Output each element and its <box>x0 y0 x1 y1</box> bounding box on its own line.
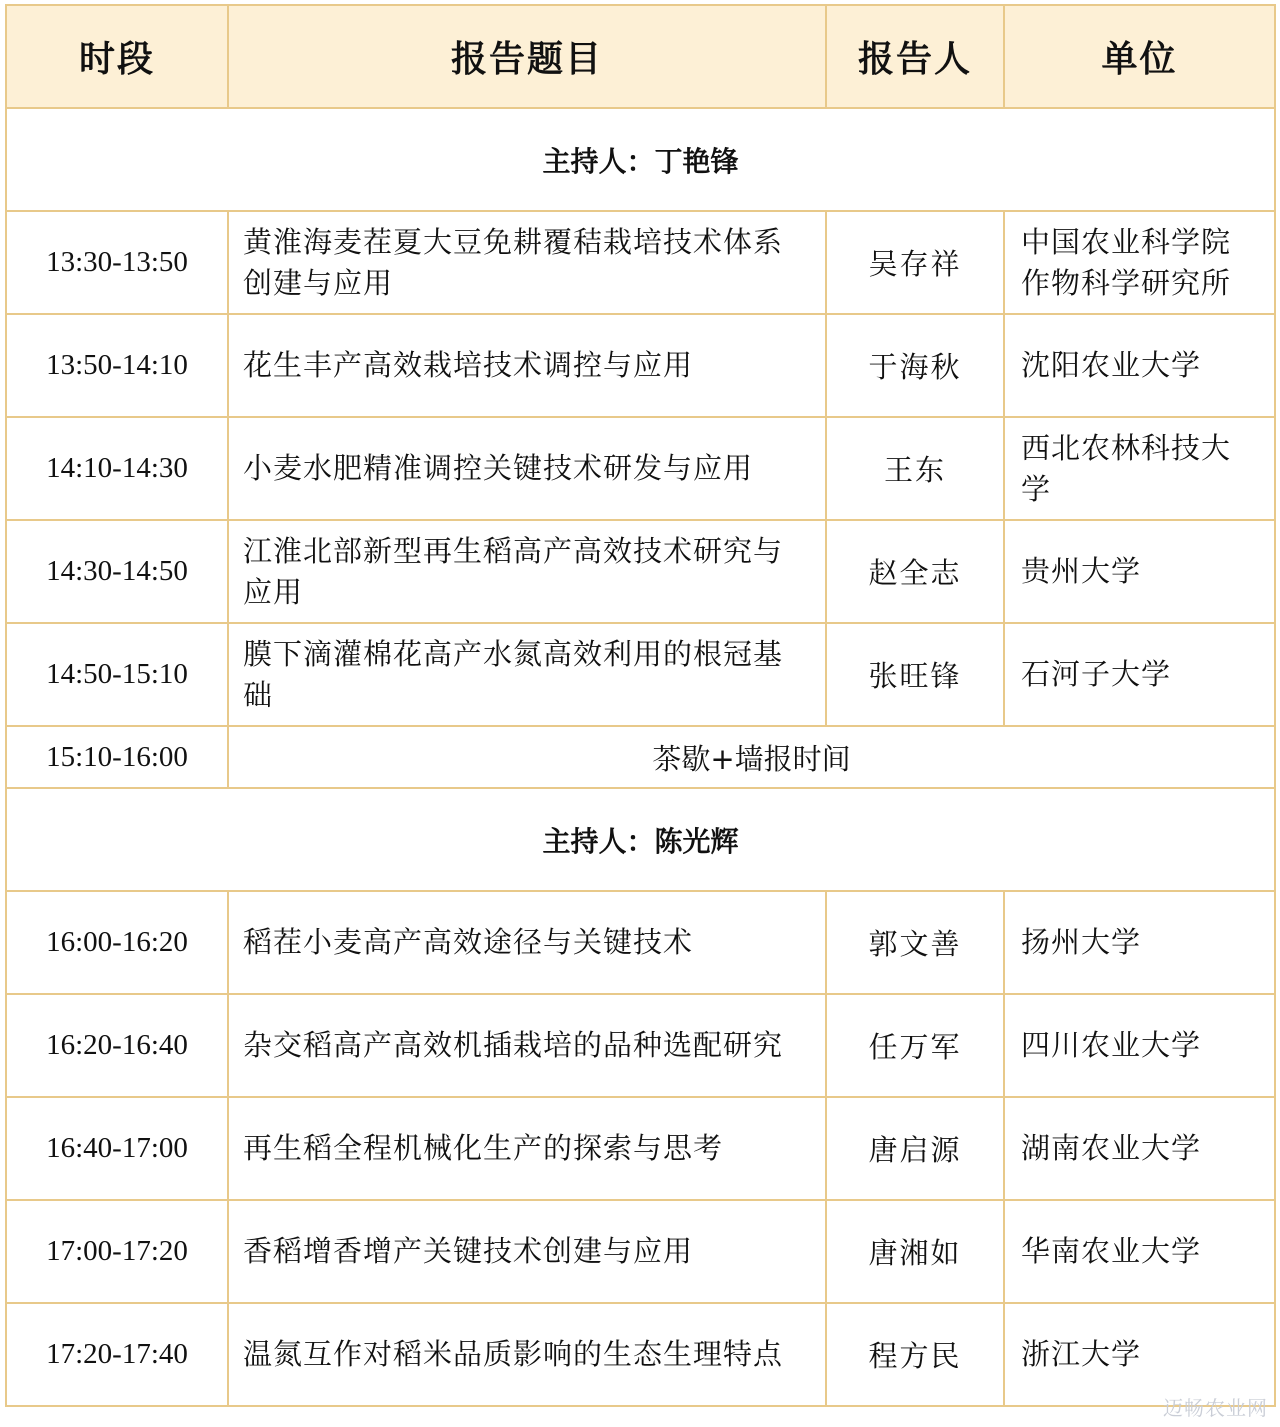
talk-title: 杂交稻高产高效机插栽培的品种选配研究 <box>228 994 826 1097</box>
talk-speaker: 于海秋 <box>826 314 1004 417</box>
table-row <box>6 994 1275 1097</box>
watermark: 迈畅农业网 <box>1163 1396 1268 1420</box>
talk-unit: 石河子大学 <box>1004 623 1275 726</box>
table-row <box>6 1097 1275 1200</box>
table-row <box>6 314 1275 417</box>
talk-unit: 西北农林科技大学 <box>1004 417 1275 520</box>
talk-unit: 浙江大学 <box>1004 1303 1275 1406</box>
talk-unit: 湖南农业大学 <box>1004 1097 1275 1200</box>
talk-time: 17:20-17:40 <box>6 1303 228 1406</box>
talk-title: 膜下滴灌棉花高产水氮高效利用的根冠基础 <box>228 623 826 726</box>
talk-time: 13:50-14:10 <box>6 314 228 417</box>
talk-unit: 四川农业大学 <box>1004 994 1275 1097</box>
talk-title: 黄淮海麦茬夏大豆免耕覆秸栽培技术体系创建与应用 <box>228 211 826 314</box>
table-row <box>6 520 1275 623</box>
header-row <box>6 5 1275 108</box>
talk-time: 16:40-17:00 <box>6 1097 228 1200</box>
talk-unit: 中国农业科学院作物科学研究所 <box>1004 211 1275 314</box>
host-row <box>6 788 1275 891</box>
header-title: 报告题目 <box>228 5 826 108</box>
talk-title: 再生稻全程机械化生产的探索与思考 <box>228 1097 826 1200</box>
talk-speaker: 赵全志 <box>826 520 1004 623</box>
session-host: 主持人：丁艳锋 <box>6 108 1275 211</box>
table-row <box>6 1200 1275 1303</box>
talk-title: 稻茬小麦高产高效途径与关键技术 <box>228 891 826 994</box>
talk-time: 13:30-13:50 <box>6 211 228 314</box>
talk-speaker: 程方民 <box>826 1303 1004 1406</box>
break-time: 15:10-16:00 <box>6 726 228 788</box>
talk-unit: 扬州大学 <box>1004 891 1275 994</box>
talk-title: 小麦水肥精准调控关键技术研发与应用 <box>228 417 826 520</box>
talk-unit: 贵州大学 <box>1004 520 1275 623</box>
table-row <box>6 417 1275 520</box>
talk-title: 江淮北部新型再生稻高产高效技术研究与应用 <box>228 520 826 623</box>
talk-speaker: 任万军 <box>826 994 1004 1097</box>
header-time: 时段 <box>6 5 228 108</box>
talk-speaker: 郭文善 <box>826 891 1004 994</box>
talk-title: 温氮互作对稻米品质影响的生态生理特点 <box>228 1303 826 1406</box>
break-row <box>6 726 1275 788</box>
talk-speaker: 唐湘如 <box>826 1200 1004 1303</box>
talk-time: 14:30-14:50 <box>6 520 228 623</box>
talk-time: 14:10-14:30 <box>6 417 228 520</box>
talk-speaker: 唐启源 <box>826 1097 1004 1200</box>
host-row <box>6 108 1275 211</box>
schedule-table <box>5 4 1276 1407</box>
session-host: 主持人：陈光辉 <box>6 788 1275 891</box>
table-row <box>6 211 1275 314</box>
talk-time: 16:20-16:40 <box>6 994 228 1097</box>
talk-title: 花生丰产高效栽培技术调控与应用 <box>228 314 826 417</box>
break-label: 茶歇+墙报时间 <box>228 726 1275 788</box>
table-row <box>6 1303 1275 1406</box>
talk-speaker: 张旺锋 <box>826 623 1004 726</box>
talk-unit: 华南农业大学 <box>1004 1200 1275 1303</box>
talk-title: 香稻增香增产关键技术创建与应用 <box>228 1200 826 1303</box>
talk-speaker: 王东 <box>826 417 1004 520</box>
talk-time: 14:50-15:10 <box>6 623 228 726</box>
talk-time: 17:00-17:20 <box>6 1200 228 1303</box>
table-row <box>6 623 1275 726</box>
talk-unit: 沈阳农业大学 <box>1004 314 1275 417</box>
header-speaker: 报告人 <box>826 5 1004 108</box>
table-row <box>6 891 1275 994</box>
header-unit: 单位 <box>1004 5 1275 108</box>
talk-time: 16:00-16:20 <box>6 891 228 994</box>
talk-speaker: 吴存祥 <box>826 211 1004 314</box>
